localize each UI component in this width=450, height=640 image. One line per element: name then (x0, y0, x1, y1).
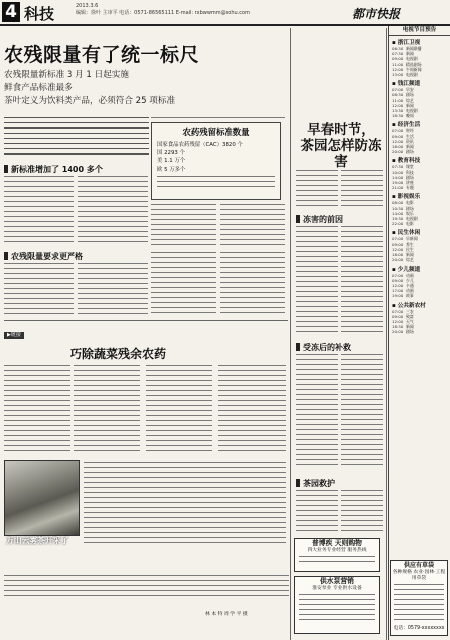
channel-name: ▪ 经济生活 (389, 120, 450, 128)
program-time: 19:00 (392, 293, 404, 299)
program-time: 21:00 (392, 185, 404, 191)
program-title: 动画 (406, 272, 414, 278)
body-text (341, 226, 383, 338)
program-title: 新闻 (406, 252, 414, 258)
program-title: 致富 (406, 313, 414, 319)
program-time: 13:30 (392, 108, 404, 114)
program-title: 新闻 (406, 144, 414, 150)
program-time: 20:00 (392, 149, 404, 155)
program-title: 精选剧场 (406, 61, 422, 67)
program-time: 08:30 (392, 92, 404, 98)
body-text (84, 462, 286, 546)
channel-name: ▪ 教育科技 (389, 156, 450, 164)
program-time: 07:30 (392, 51, 404, 57)
program-time: 20:00 (392, 329, 404, 335)
channel-name: ▪ 钱江频道 (389, 79, 450, 87)
photo-description (4, 575, 289, 603)
program-title: 天气 (406, 318, 414, 324)
header-meta (76, 3, 286, 17)
ad-text: 各种规格 农业·园林·工程用草袋 (392, 570, 446, 581)
program-row (389, 221, 450, 226)
program-title: 电影 (406, 221, 414, 227)
ad-phone: 电话：0579-xxxxxxxx (393, 626, 445, 631)
section-heading: 茶园救护 (296, 478, 335, 489)
channel-name: ▪ 少儿频道 (389, 265, 450, 273)
ad-text: 四大业务专业经营 服务热线 (307, 548, 367, 553)
program-row (389, 329, 450, 334)
info-box-title: 农药残留标准数量 (182, 127, 250, 137)
body-text (296, 226, 338, 338)
sidebar-title: 电视节目预告 (389, 26, 450, 36)
program-title: 晚间 (406, 113, 414, 119)
ad-text: 淮安泵业 专业供水设备 (312, 586, 362, 591)
program-time: 08:00 (392, 200, 404, 206)
program-time: 12:00 (392, 246, 404, 252)
column-divider (290, 28, 291, 640)
program-time: 07:00 (392, 236, 404, 242)
program-time: 18:30 (392, 324, 404, 330)
program-title: 综艺 (406, 257, 414, 263)
advertisement (294, 576, 380, 634)
program-title: 电视剧 (406, 56, 418, 62)
program-time: 11:00 (392, 97, 404, 103)
section-heading: 受冻后的补救 (296, 342, 351, 353)
column-divider (386, 28, 387, 640)
program-title: 电视剧 (406, 216, 418, 222)
program-title: 新闻 (406, 51, 414, 57)
program-time: 09:00 (392, 56, 404, 62)
channel-name: ▪ 浙江卫视 (389, 38, 450, 46)
byline: 林 本 特 周 学 平 摄 (205, 612, 248, 617)
lead-paragraph (4, 117, 149, 159)
program-time: 12:00 (392, 318, 404, 324)
tv-listings-sidebar (388, 26, 450, 640)
body-text (341, 354, 383, 474)
advertisement (390, 560, 448, 636)
program-time: 19:30 (392, 216, 404, 222)
program-title: 生活 (406, 133, 414, 139)
subheadline-1: 农残限量新标准 3 月 1 日起实施 (4, 70, 129, 80)
body-text (4, 176, 74, 244)
info-box (151, 122, 281, 200)
editor-line: 编辑：徐叶 主审平 电话：0571-86565111 E-mail: rxbwwmm@sohu.com (76, 10, 250, 16)
program-title: 三农 (406, 308, 414, 314)
program-time: 09:00 (392, 277, 404, 283)
body-text (78, 176, 148, 244)
section-heading: 新标准增加了 1400 多个 (4, 164, 103, 175)
program-title: 课堂 (406, 164, 414, 170)
body-text (220, 204, 285, 248)
program-title: 早新闻 (406, 236, 418, 242)
tea-photo (4, 460, 80, 536)
program-title: 电视剧 (406, 72, 418, 78)
channel-list (389, 38, 450, 335)
program-time: 07:00 (392, 87, 404, 93)
program-title: 剧场 (406, 149, 414, 155)
program-time: 14:00 (392, 210, 404, 216)
program-title: 剧场 (406, 174, 414, 180)
program-time: 20:00 (392, 257, 404, 263)
section-heading: 农残限量要求更严格 (4, 251, 83, 262)
program-title: 新闻 (406, 102, 414, 108)
program-title: 新闻 (406, 324, 414, 330)
program-time: 12:00 (392, 102, 404, 108)
program-time: 07:30 (392, 164, 404, 170)
body-text (78, 263, 148, 319)
program-title: 新闻联播 (406, 46, 422, 51)
info-row: 国 2293 个 (157, 150, 185, 157)
channel-name: ▪ 影视娱乐 (389, 192, 450, 200)
body-text (4, 263, 74, 319)
advertisement (294, 538, 380, 572)
link-bar (4, 321, 288, 338)
program-title: 综艺 (406, 97, 414, 103)
program-title: 养生 (406, 241, 414, 247)
subheadline-3: 茶叶定义为饮料类产品，必须符合 25 项标准 (4, 96, 176, 106)
program-time: 07:00 (392, 308, 404, 314)
program-title: 少儿 (406, 277, 414, 283)
info-row: 美 1.1 万个 (157, 158, 186, 165)
program-title: 资讯 (406, 138, 414, 144)
body-text (220, 252, 285, 318)
body-text (296, 490, 338, 534)
program-time: 10:30 (392, 205, 404, 211)
link-tag: ▶链接 (4, 332, 24, 339)
channel-name: ▪ 公共新农村 (389, 301, 450, 309)
program-row (389, 293, 450, 298)
body-text (341, 490, 383, 534)
ad-title: 供水泵营销 (320, 577, 354, 585)
program-title: 剧场 (406, 329, 414, 335)
program-time: 18:30 (392, 113, 404, 119)
program-title: 午间新闻 (406, 66, 422, 72)
section-title: 科技 (24, 5, 55, 23)
program-time: 09:00 (392, 133, 404, 139)
program-time: 06:30 (392, 46, 404, 51)
body-text (296, 170, 338, 210)
program-time: 09:00 (392, 241, 404, 247)
program-time: 17:00 (392, 288, 404, 294)
program-time: 11:00 (392, 61, 404, 67)
program-title: 故事 (406, 293, 414, 299)
program-time: 22:00 (392, 221, 404, 227)
body-text (74, 365, 140, 455)
program-time: 10:00 (392, 169, 404, 175)
body-text (296, 354, 338, 474)
masthead-logo: 都市快报 (352, 7, 401, 21)
info-row: 国家食品农药残留（CAC）3820 个 (157, 142, 243, 148)
program-time: 13:00 (392, 72, 404, 78)
body-text (218, 365, 286, 455)
headline-block (300, 122, 382, 170)
feature-headline: 巧除蔬菜残余农药 (70, 347, 167, 361)
program-title: 早安 (406, 87, 414, 93)
body-text (4, 365, 70, 455)
main-headline: 农残限量有了统一标尺 (4, 44, 200, 66)
program-row (389, 113, 450, 118)
program-time: 12:00 (392, 66, 404, 72)
issue-date: 2013.3.6 (76, 3, 99, 9)
body-text (146, 365, 212, 455)
program-time: 19:00 (392, 180, 404, 186)
program-time: 18:00 (392, 144, 404, 150)
photo-caption: 万山云雾茶开采了 (6, 536, 69, 545)
program-title: 娱乐 (406, 210, 414, 216)
info-row: 欧 5 万多个 (157, 166, 186, 173)
program-title: 剧场 (406, 205, 414, 211)
program-title: 财经 (406, 128, 414, 134)
program-time: 07:00 (392, 272, 404, 278)
program-title: 讲座 (406, 180, 414, 186)
ad-title: 供应有草袋 (403, 562, 434, 569)
program-title: 专题 (406, 185, 414, 191)
program-time: 12:00 (392, 282, 404, 288)
program-title: 卡通 (406, 282, 414, 288)
body-text (151, 204, 216, 248)
channel-name: ▪ 民生休闲 (389, 228, 450, 236)
program-row (389, 149, 450, 154)
tea-headline-line2: 茶园怎样防冻害 (300, 138, 382, 170)
program-time: 09:00 (392, 313, 404, 319)
program-time: 18:00 (392, 252, 404, 258)
body-text (341, 170, 383, 210)
ad-title: 普博疾 天则购物 (312, 539, 362, 547)
program-title: 民生 (406, 246, 414, 252)
program-title: 剧场 (406, 92, 414, 98)
body-text (151, 252, 216, 318)
program-title: 科技 (406, 169, 414, 175)
program-title: 电影 (406, 200, 414, 206)
program-title: 动画 (406, 288, 414, 294)
program-row (389, 72, 450, 77)
program-time: 14:00 (392, 174, 404, 180)
program-title: 电视剧 (406, 108, 418, 114)
program-row (389, 185, 450, 190)
program-time: 07:00 (392, 128, 404, 134)
page-number: 4 (2, 2, 20, 22)
tea-headline-line1: 早春时节， (307, 122, 375, 138)
program-time: 12:00 (392, 138, 404, 144)
section-heading: 冻害的前因 (296, 214, 343, 225)
subheadline-2: 鲜食产品标准最多 (4, 83, 73, 93)
program-row (389, 257, 450, 262)
